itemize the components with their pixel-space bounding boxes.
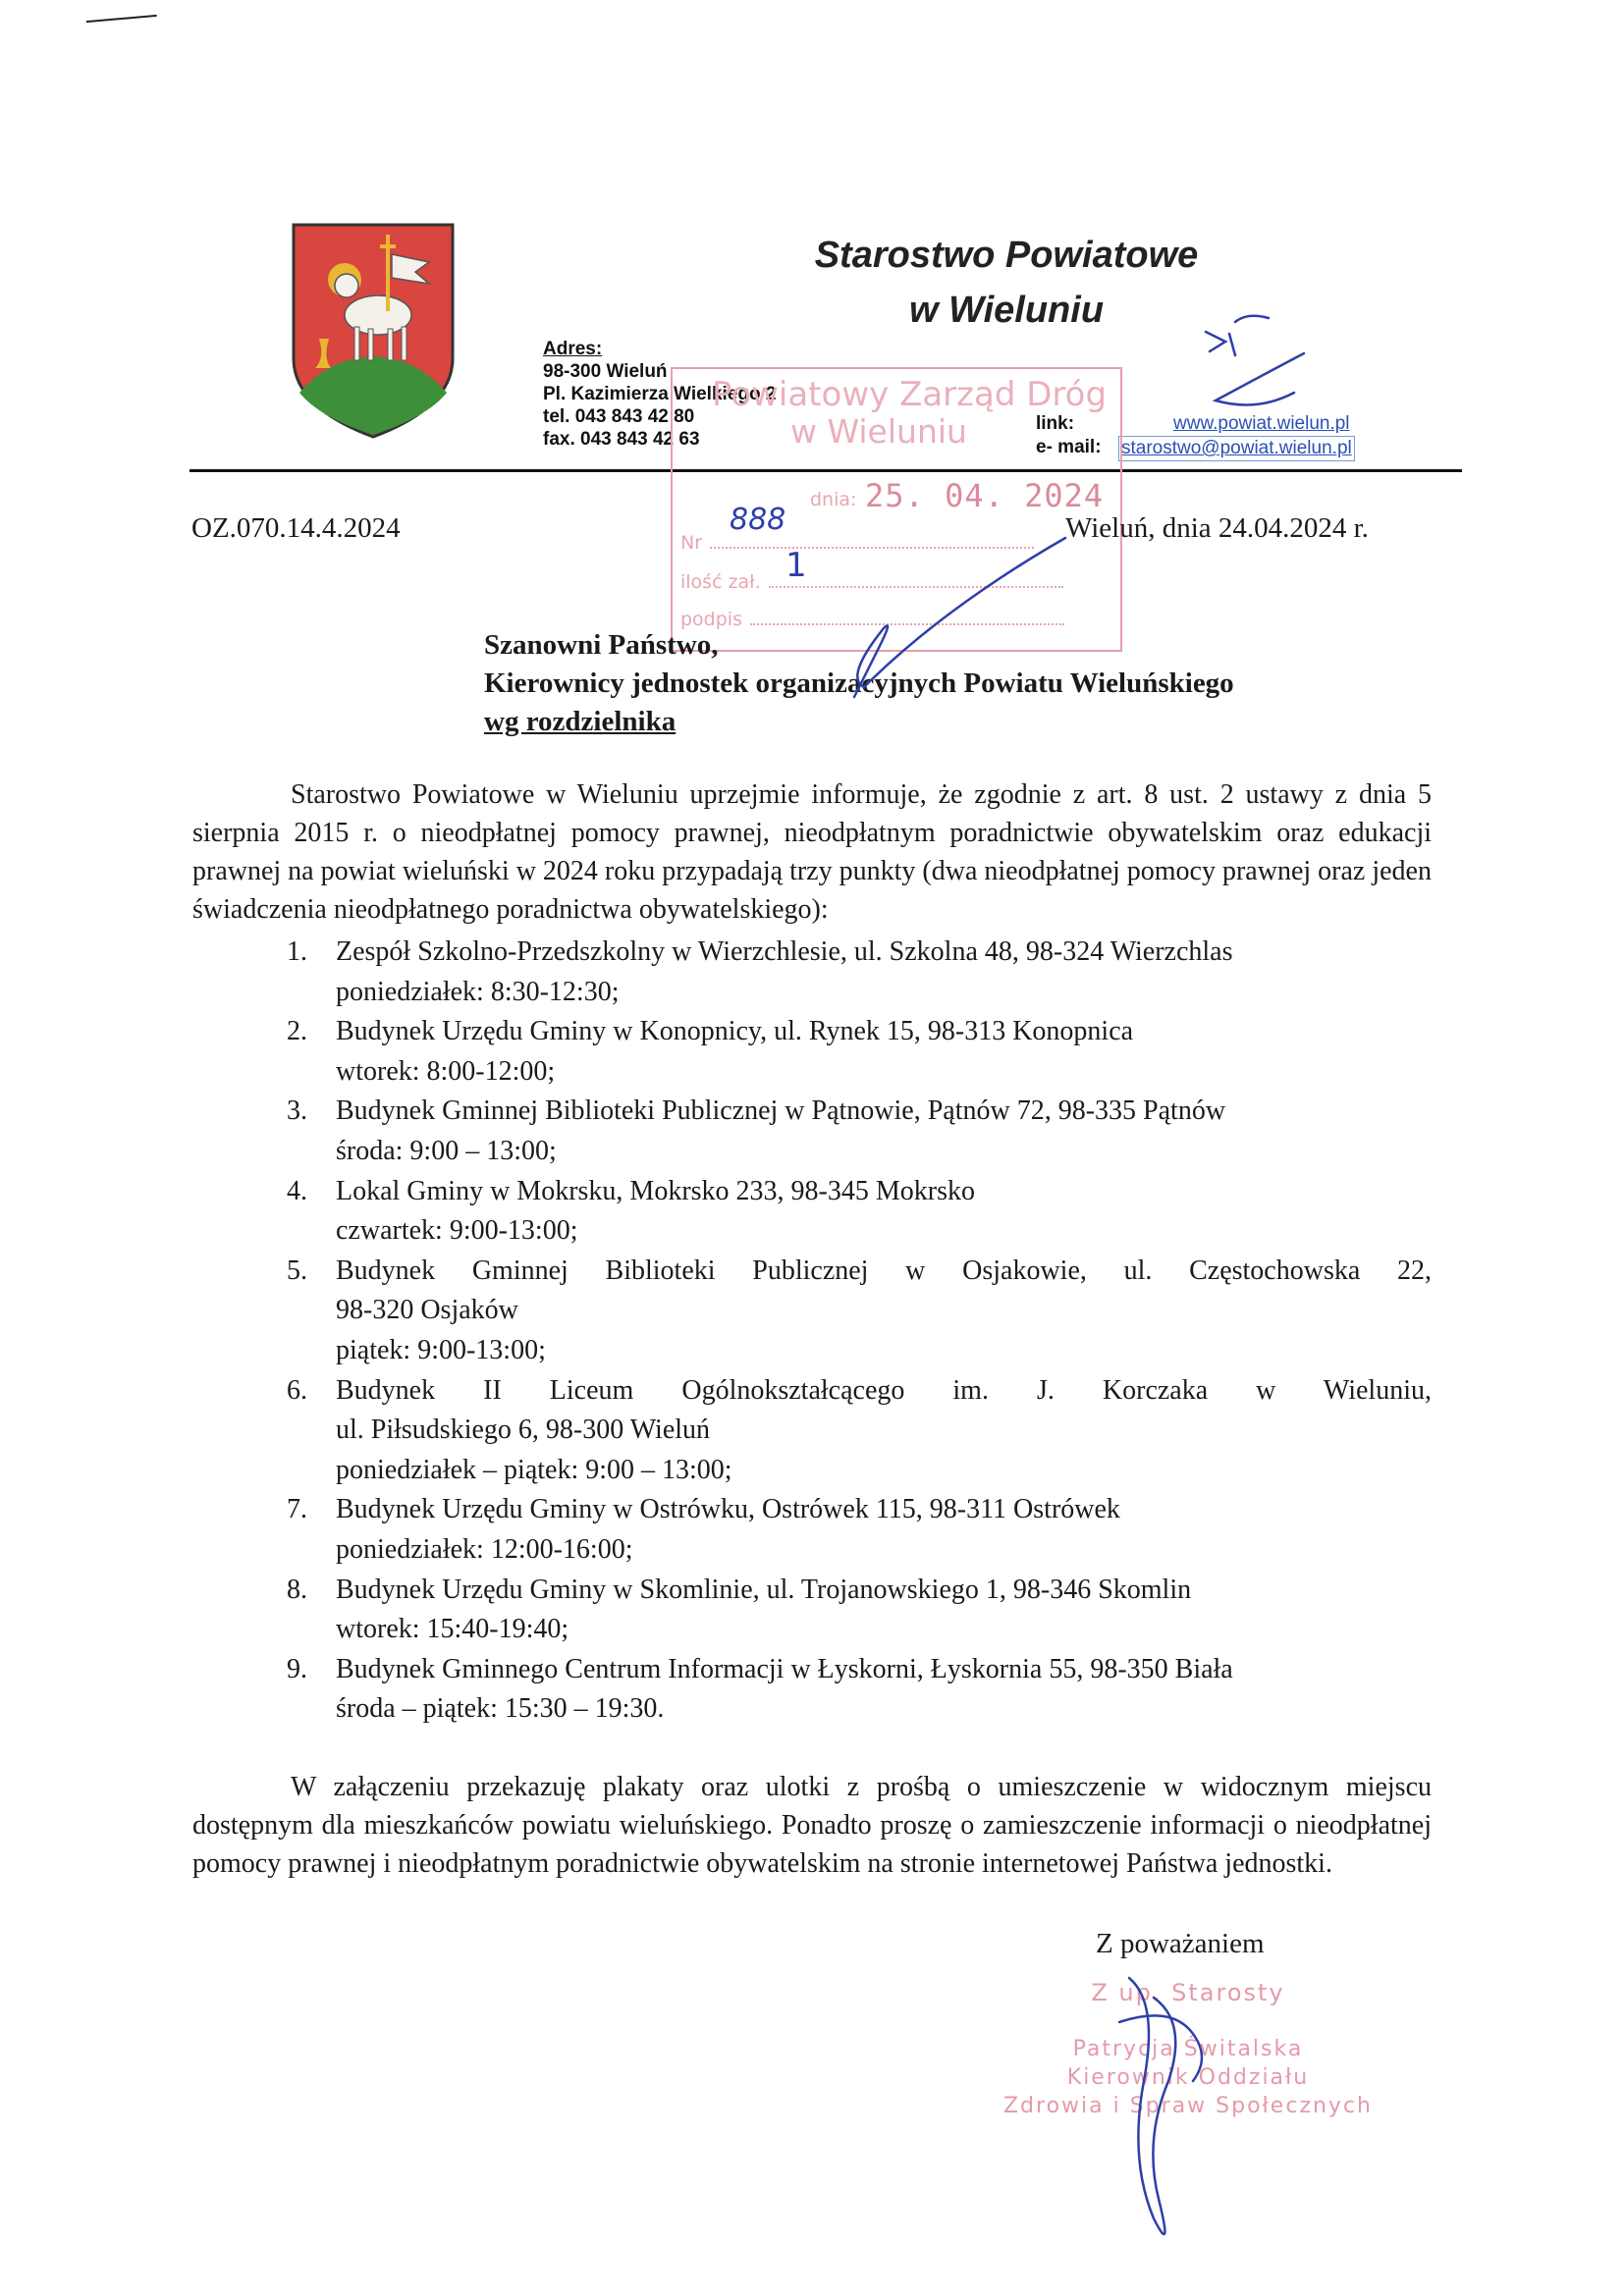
title-line-2: w Wieluniu [908, 290, 1105, 331]
scan-corner-mark [86, 15, 157, 28]
list-item [287, 1371, 1432, 1491]
address-street: Pl. Kazimierza Wielkiego 2 [543, 384, 777, 404]
list-item-hours: wtorek: 8:00-12:00; [336, 1055, 556, 1087]
list-item-hours: czwartek: 9:00-13:00; [336, 1215, 578, 1247]
list-item-location: Budynek II Liceum Ogólnokształcącego im. J. Korczaka w Wieluniu, [336, 1374, 1432, 1406]
website-link[interactable]: www.powiat.wielun.pl [1173, 413, 1350, 434]
institution-title [687, 228, 1326, 338]
stamp-signature-dots [750, 623, 1064, 625]
list-item [287, 1490, 1432, 1570]
stamp-attachments-dots [769, 586, 1063, 588]
list-item-location: Budynek Gminnej Biblioteki Publicznej w Osjakowie, ul. Częstochowska 22, [336, 1255, 1432, 1286]
list-item-hours: poniedziałek: 8:30-12:30; [336, 976, 620, 1007]
stamp-nr-dots [710, 547, 1034, 549]
salutation-line-3: wg rozdzielnika [484, 706, 677, 737]
handwritten-nr: 888 [730, 503, 786, 537]
signature-stamp-line-2: Patrycja Świtalska [1072, 2037, 1304, 2061]
signature-stamp-line-1: Z up. Starosty [1091, 1979, 1285, 2006]
list-item-number: 4. [287, 1175, 307, 1206]
list-item-hours: środa: 9:00 – 13:00; [336, 1135, 557, 1166]
email-link[interactable]: starostwo@powiat.wielun.pl [1118, 436, 1355, 461]
reference-number: OZ.070.14.4.2024 [191, 512, 401, 544]
list-item [287, 1012, 1432, 1092]
list-item-hours: poniedziałek: 12:00-16:00; [336, 1533, 633, 1565]
list-item-location-cont: 98-320 Osjaków [336, 1295, 518, 1326]
email-label: e- mail: [1036, 437, 1102, 457]
address-fax: fax. 043 843 42 63 [543, 429, 700, 450]
salutation-line-2: Kierownicy jednostek organizacyjnych Powiatu Wieluńskiego [484, 667, 1234, 699]
list-item-hours: wtorek: 15:40-19:40; [336, 1614, 569, 1645]
legal-aid-points-list [287, 933, 1432, 1730]
list-item-number: 1. [287, 936, 307, 967]
stamp-nr-label: Nr [680, 532, 703, 554]
place-and-date: Wieluń, dnia 24.04.2024 r. [1065, 512, 1369, 544]
list-item-number: 2. [287, 1016, 307, 1047]
intro-paragraph: Starostwo Powiatowe w Wieluniu uprzejmie informuje, że zgodnie z art. 8 ust. 2 ustawy z dnia 5 sierpnia 2015 r. o nieodpłatnej pomocy prawnej, nieodpłatnym poradnictwie obywatelskim oraz edukacji prawnej na powiat wieluński w 2024 roku przypadają trzy punkty (dwa nieodpłatnej pomocy prawnej oraz jeden świadczenia nieodpłatnego poradnictwa obywatelskiego): [192, 779, 1432, 925]
handwritten-attachments: 1 [785, 546, 807, 585]
list-item-location: Zespół Szkolno-Przedszkolny w Wierzchlesie, ul. Szkolna 48, 98-324 Wierzchlas [336, 936, 1233, 967]
list-item-number: 3. [287, 1095, 307, 1127]
wielun-coat-of-arms-icon [290, 221, 457, 442]
list-item-hours: piątek: 9:00-13:00; [336, 1334, 546, 1365]
list-item [287, 1172, 1432, 1252]
signature-stamp [943, 1978, 1434, 2120]
list-item-hours: poniedziałek – piątek: 9:00 – 13:00; [336, 1454, 732, 1485]
list-item-number: 5. [287, 1255, 307, 1286]
list-item-location: Budynek Urzędu Gminy w Ostrówku, Ostrówek 115, 98-311 Ostrówek [336, 1494, 1120, 1525]
list-item-number: 9. [287, 1653, 307, 1684]
list-item-location-cont: ul. Piłsudskiego 6, 98-300 Wieluń [336, 1415, 711, 1446]
stamp-signature-label: podpis [680, 609, 742, 630]
list-item [287, 1650, 1432, 1730]
list-item [287, 933, 1432, 1012]
address-tel: tel. 043 843 42 80 [543, 406, 695, 427]
list-item-number: 6. [287, 1374, 307, 1406]
list-item-location: Lokal Gminy w Mokrsku, Mokrsko 233, 98-345 Mokrsko [336, 1175, 975, 1206]
list-item-number: 7. [287, 1494, 307, 1525]
list-item-location: Budynek Gminnego Centrum Informacji w Łyskorni, Łyskornia 55, 98-350 Biała [336, 1653, 1233, 1684]
address-city: 98-300 Wieluń [543, 361, 668, 382]
stamp-date-value: 25. 04. 2024 [865, 477, 1105, 514]
closing-greeting: Z poważaniem [1096, 1928, 1265, 1959]
list-item-location: Budynek Urzędu Gminy w Konopnicy, ul. Rynek 15, 98-313 Konopnica [336, 1016, 1134, 1047]
closing-paragraph: W załączeniu przekazuję plakaty oraz ulotki z prośbą o umieszczenie w widocznym miejscu dostępnym dla mieszkańców powiatu wieluńskiego. Ponadto proszę o zamieszczenie informacji o nieodpłatnej pomocy prawnej i nieodpłatnym poradnictwie obywatelskim na stronie internetowej Państwa jednostki. [192, 1772, 1432, 1879]
stamp-office-line-2: w Wieluniu [790, 412, 967, 451]
list-item [287, 1252, 1432, 1371]
salutation [484, 626, 1234, 741]
title-line-1: Starostwo Powiatowe [814, 235, 1199, 276]
list-item [287, 1571, 1432, 1650]
list-item-number: 8. [287, 1574, 307, 1605]
salutation-line-1: Szanowni Państwo, [484, 629, 719, 661]
signature-stamp-line-3: Kierownik Oddziału [1066, 2065, 1310, 2090]
stamp-attachments-label: ilość zał. [680, 571, 761, 593]
address-label: Adres: [543, 339, 603, 359]
stamp-office-line-1: Powiatowy Zarząd Dróg [712, 375, 1108, 414]
stamp-attachments-row [680, 571, 1063, 593]
list-item-location: Budynek Urzędu Gminy w Skomlinie, ul. Trojanowskiego 1, 98-346 Skomlin [336, 1574, 1192, 1605]
signature-stamp-line-4: Zdrowia i Spraw Społecznych [1002, 2094, 1373, 2118]
list-item-location: Budynek Gminnej Biblioteki Publicznej w Pątnowie, Pątnów 72, 98-335 Pątnów [336, 1095, 1226, 1127]
list-item [287, 1092, 1432, 1171]
list-item-hours: środa – piątek: 15:30 – 19:30. [336, 1693, 665, 1725]
stamp-date-label: dnia: [810, 489, 857, 510]
link-label: link: [1036, 413, 1075, 434]
